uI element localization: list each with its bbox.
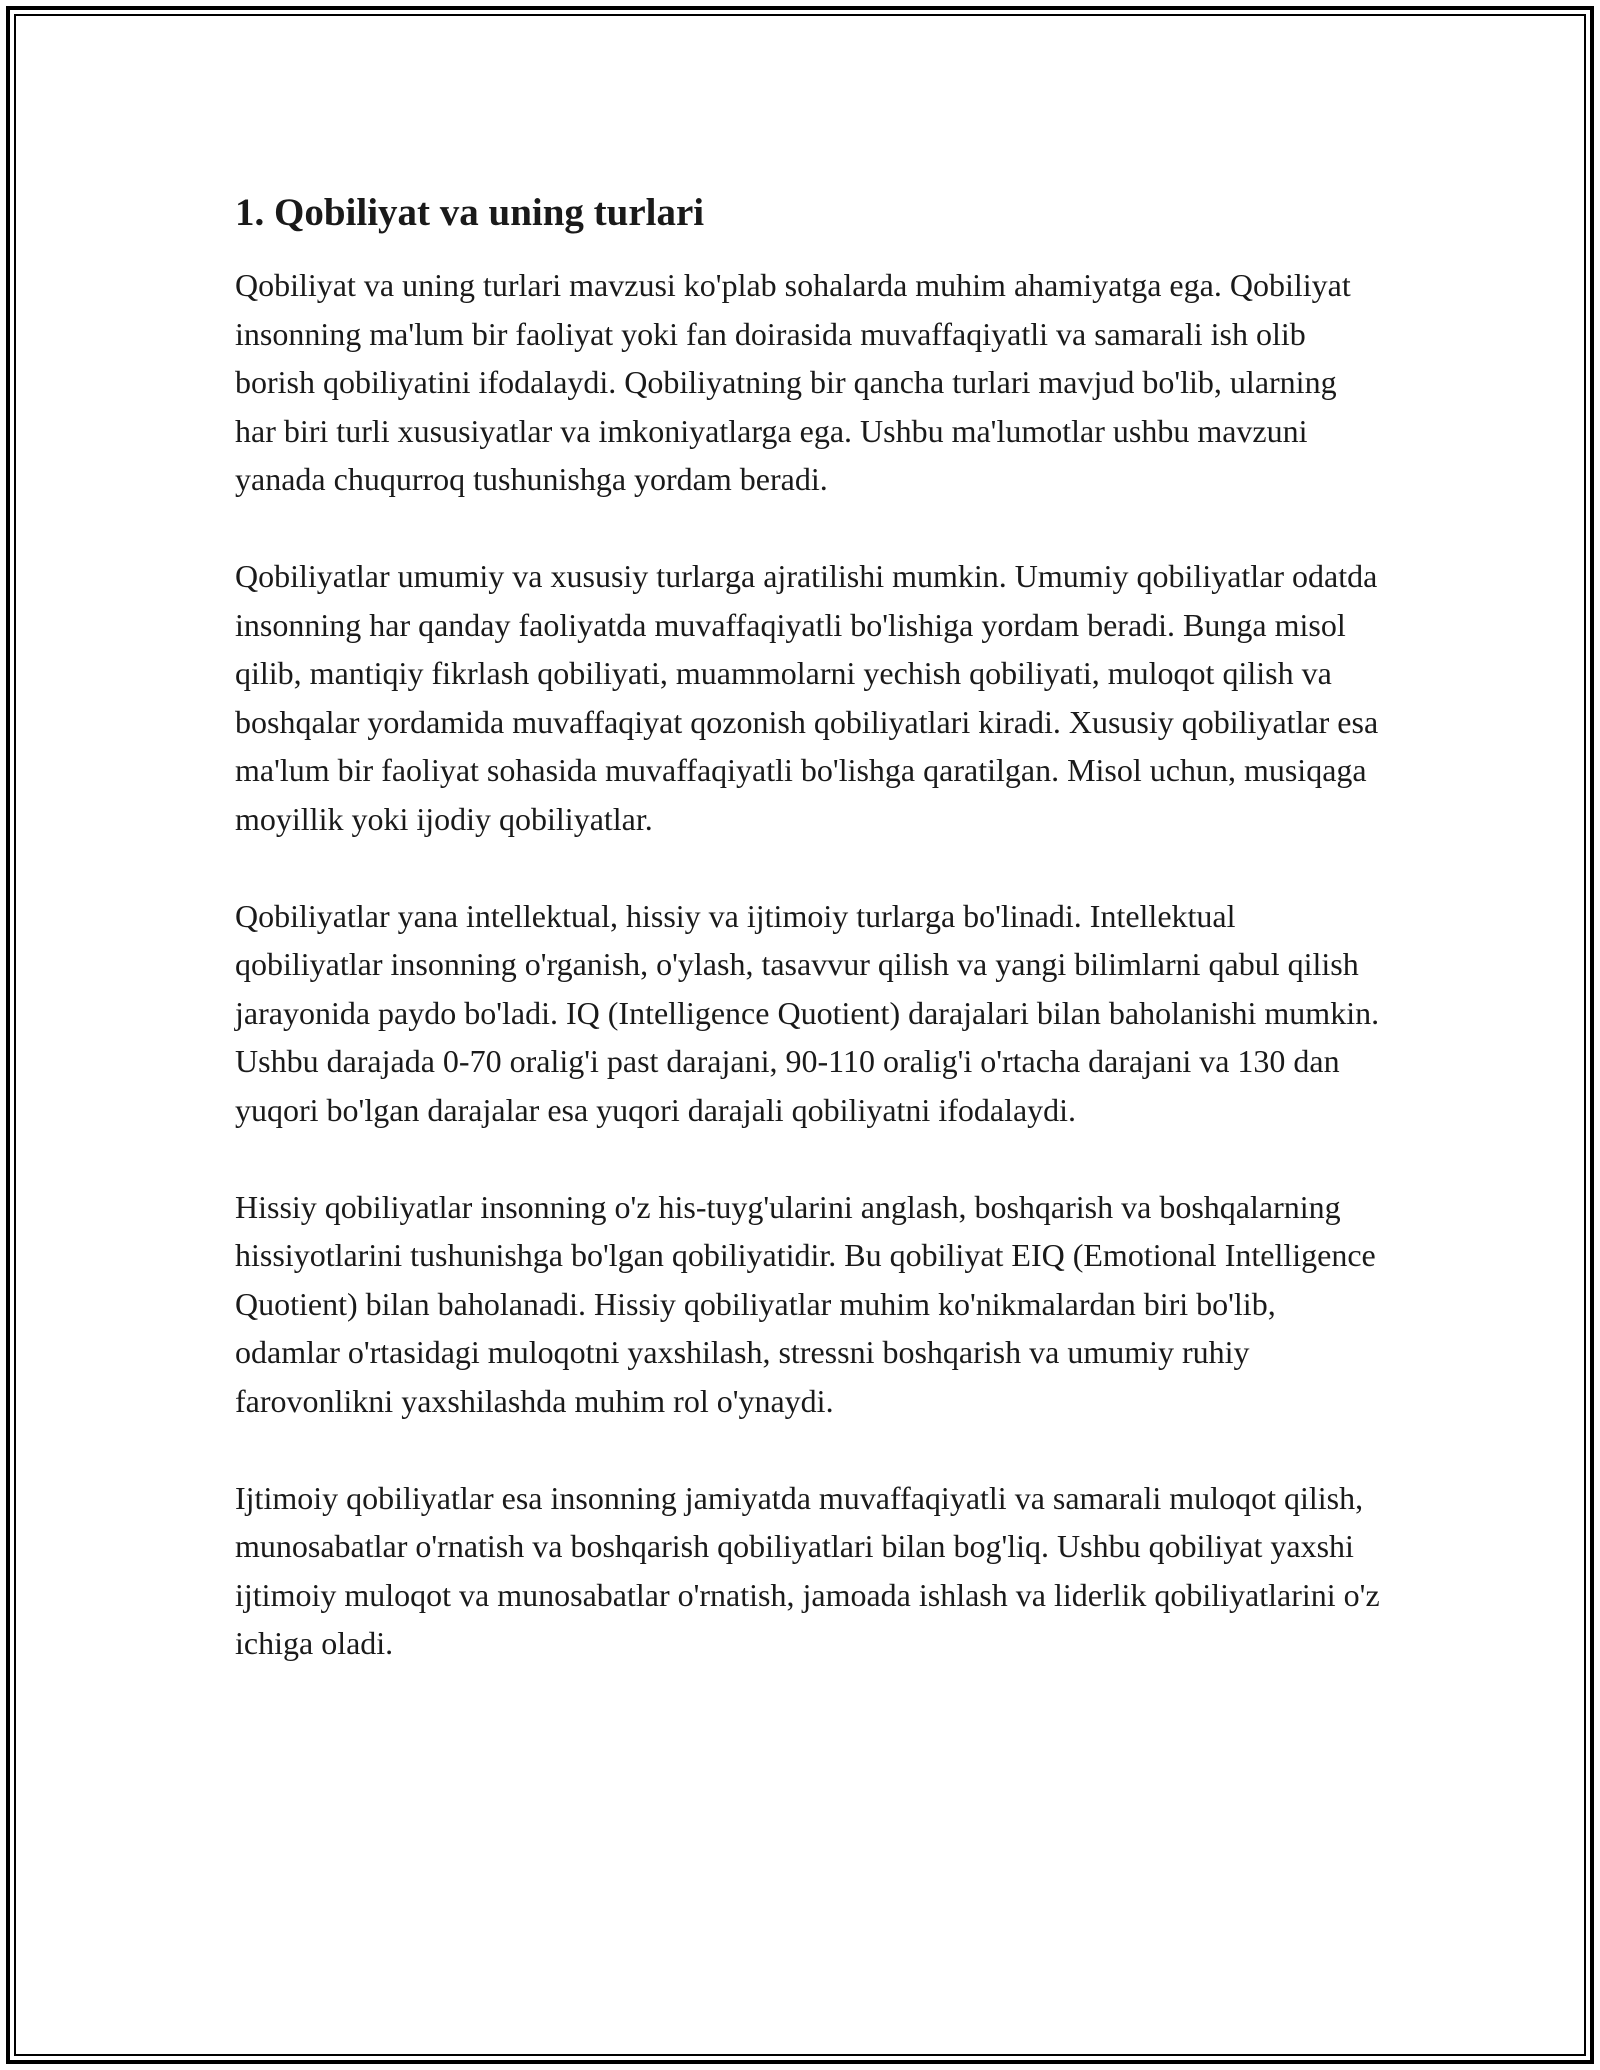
paragraph-intellectual: Qobiliyatlar yana intellektual, hissiy va ijtimoiy turlarga bo'linadi. Intellektual qobiliyatlar insonning o'rganish, o'ylash, tasavvur qilish va yangi bilimlarni qabul qilish jarayonida paydo bo'ladi. IQ (Intelligence Quotient) darajalari bilan baholanishi mumkin. Ushbu darajada 0-70 oralig'i past darajani, 90-110 oralig'i o'rtacha darajani va 130 dan yuqori bo'lgan darajalar esa yuqori darajali qobiliyatni ifodalaydi. [235,897,1380,1128]
document-body [235,185,1385,1716]
paragraph-social: Ijtimoiy qobiliyatlar esa insonning jamiyatda muvaffaqiyatli va samarali muloqot qilish, munosabatlar o'rnatish va boshqarish qobiliyatlari bilan bog'liq. Ushbu qobiliyat yaxshi ijtimoiy muloqot va munosabatlar o'rnatish, jamoada ishlash va liderlik qobiliyatlarini o'z ichiga oladi. [235,1479,1380,1661]
paragraph-emotional: Hissiy qobiliyatlar insonning o'z his-tuyg'ularini anglash, boshqarish va boshqalarning hissiyotlarini tushunishga bo'lgan qobiliyatidir. Bu qobiliyat EIQ (Emotional Intelligence Quotient) bilan baholanadi. Hissiy qobiliyatlar muhim ko'nikmalardan biri bo'lib, odamlar o'rtasidagi muloqotni yaxshilash, stressni boshqarish va umumiy ruhiy farovonlikni yaxshilashda muhim rol o'ynaydi. [235,1188,1376,1419]
paragraph-intro: Qobiliyat va uning turlari mavzusi ko'plab sohalarda muhim ahamiyatga ega. Qobiliyat insonning ma'lum bir faoliyat yoki fan doirasida muvaffaqiyatli va samarali ish olib borish qobiliyatini ifodalaydi. Qobiliyatning bir qancha turlari mavjud bo'lib, ularning har biri turli xususiyatlar va imkoniyatlarga ega. Ushbu ma'lumotlar ushbu mavzuni yanada chuqurroq tushunishga yordam beradi. [235,267,1351,497]
paragraph-general-special: Qobiliyatlar umumiy va xususiy turlarga ajratilishi mumkin. Umumiy qobiliyatlar odatda insonning har qanday faoliyatda muvaffaqiyatli bo'lishiga yordam beradi. Bunga misol qilib, mantiqiy fikrlash qobiliyati, muammolarni yechish qobiliyati, muloqot qilish va boshqalar yordamida muvaffaqiyat qozonish qobiliyatlari kiradi. Xususiy qobiliyatlar esa ma'lum bir faoliyat sohasida muvaffaqiyatli bo'lishga qaratilgan. Misol uchun, musiqaga moyillik yoki ijodiy qobiliyatlar. [235,558,1379,837]
section-heading: 1. Qobiliyat va uning turlari [235,191,705,234]
